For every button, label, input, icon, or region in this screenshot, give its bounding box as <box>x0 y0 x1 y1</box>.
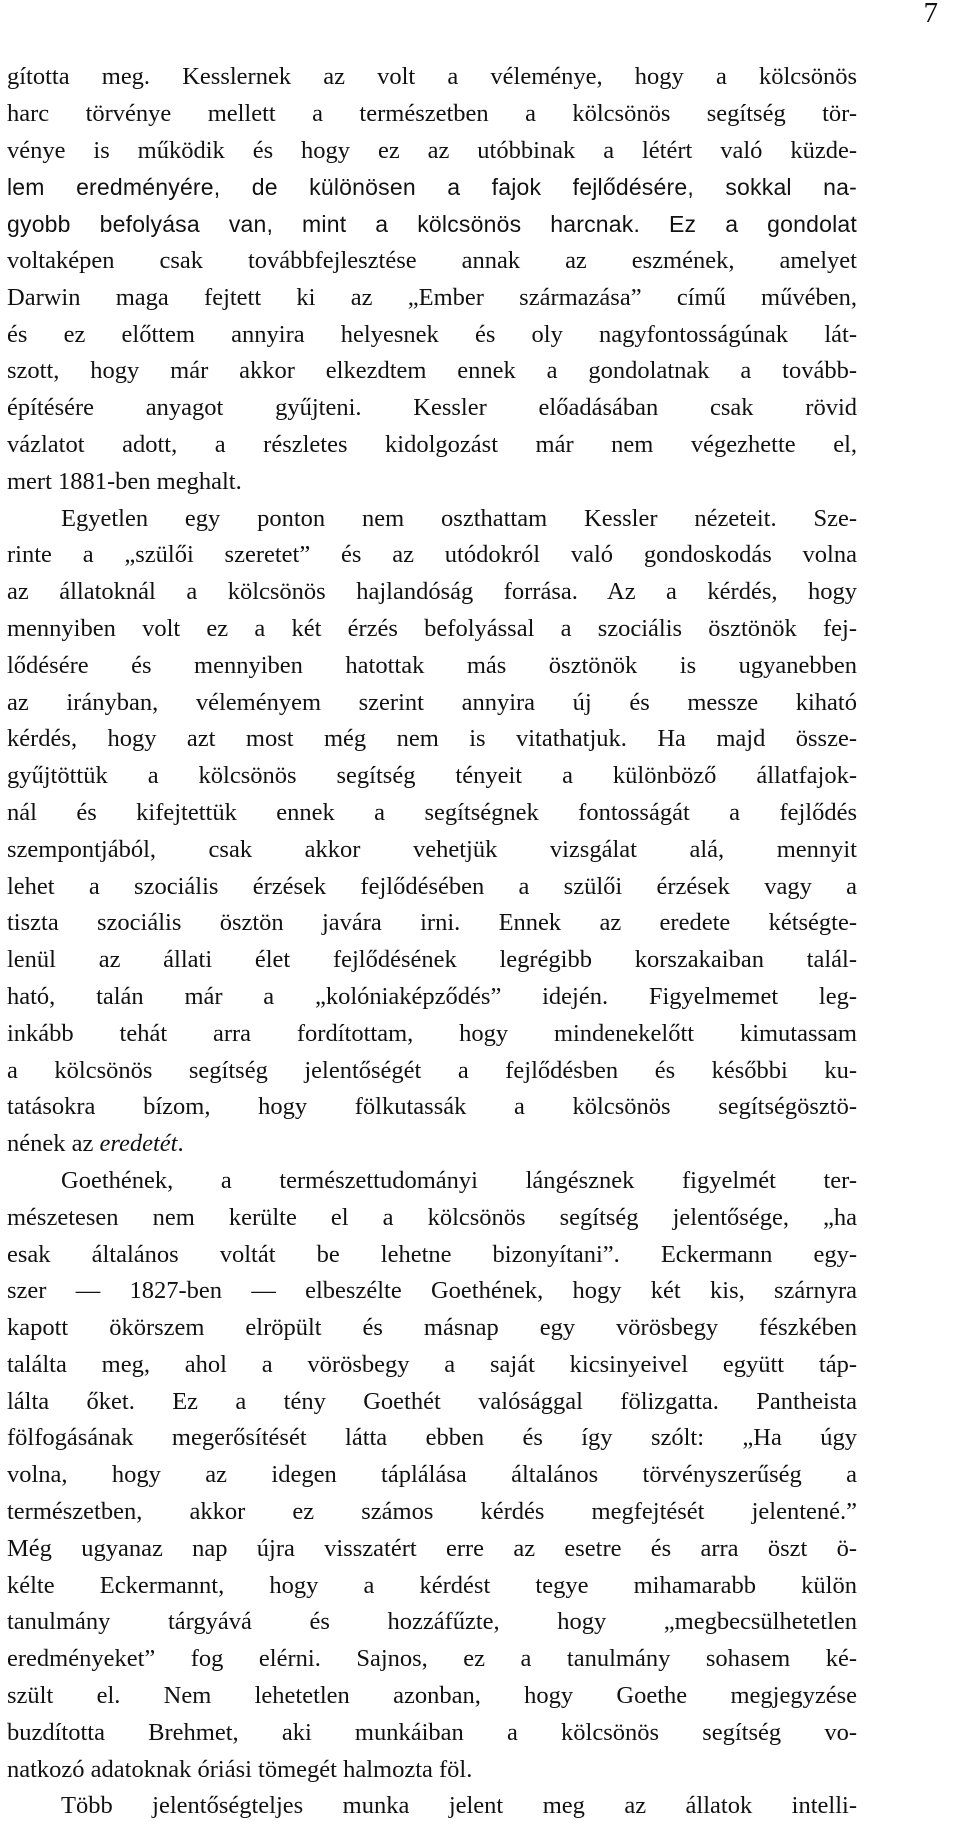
text-line: szer — 1827-ben — elbeszélte Goethének, hogy két kis, szárnyra <box>7 1277 857 1305</box>
paragraph-start-line: Egyetlen egy ponton nem oszthattam Kessler nézeteit. Sze- <box>61 504 857 532</box>
text-line: találta meg, ahol a vörösbegy a saját kicsinyeivel együtt táp- <box>7 1350 857 1378</box>
text-line: Darwin maga fejtett ki az „Ember származása” című művében, <box>7 283 857 311</box>
paragraph-start-line: Goethének, a természettudományi lángésznek figyelmét ter- <box>61 1166 857 1194</box>
text-line: lehet a szociális érzések fejlődésében a szülői érzések vagy a <box>7 872 857 900</box>
italic-word: eredetét <box>99 1130 178 1158</box>
text-line: fölfogásának megerősítését látta ebben és így szólt: „Ha úgy <box>7 1424 857 1452</box>
text-line: gyobb befolyása van, mint a kölcsönös harcnak. Ez a gondolat <box>7 211 857 238</box>
text-line: lem eredményére, de különösen a fajok fejlődésére, sokkal na- <box>7 174 857 201</box>
text-line: mészetesen nem kerülte el a kölcsönös segítség jelentősége, „ha <box>7 1203 857 1231</box>
text-line: natkozó adatoknak óriási tömegét halmozta föl. <box>7 1755 473 1783</box>
text-line: gította meg. Kesslernek az volt a véleménye, hogy a kölcsönös <box>7 63 857 90</box>
text-line: a kölcsönös segítség jelentőségét a fejlődésben és későbbi ku- <box>7 1056 857 1084</box>
text-line: buzdította Brehmet, aki munkáiban a kölcsönös segítség vo- <box>7 1718 857 1746</box>
page-number: 7 <box>923 0 938 29</box>
text-line: szült el. Nem lehetetlen azonban, hogy Goethe megjegyzése <box>7 1682 857 1710</box>
text-line: szott, hogy már akkor elkezdtem ennek a gondolatnak a tovább- <box>7 357 857 385</box>
text-line: lenül az állati élet fejlődésének legrégibb korszakaiban talál- <box>7 946 857 974</box>
text-line: lődésére és mennyiben hatottak más ösztönök is ugyanebben <box>7 651 857 679</box>
text-line: tiszta szociális ösztön javára irni. Ennek az eredete kétségte- <box>7 909 857 937</box>
text-line: kapott ökörszem elröpült és másnap egy vörösbegy fészkében <box>7 1314 857 1342</box>
text-line: nál és kifejtettük ennek a segítségnek fontosságát a fejlődés <box>7 798 857 826</box>
text-line: voltaképen csak továbbfejlesztése annak az eszmének, amelyet <box>7 246 857 274</box>
text-line: harc törvénye mellett a természetben a kölcsönös segítség tör- <box>7 99 857 127</box>
text-line: és ez előttem annyira helyesnek és oly nagyfontosságúnak lát- <box>7 320 857 348</box>
text-line: szempontjából, csak akkor vehetjük vizsgálat alá, mennyit <box>7 835 857 863</box>
text-line: az állatoknál a kölcsönös hajlandóság forrása. Az a kérdés, hogy <box>7 578 857 606</box>
text-line: lálta őket. Ez a tény Goethét valósággal fölizgatta. Pantheista <box>7 1387 857 1415</box>
text-line: Még ugyanaz nap újra visszatért erre az esetre és arra öszt ö- <box>7 1534 857 1562</box>
text-line: tatásokra bízom, hogy fölkutassák a kölcsönös segítségösztö- <box>7 1093 857 1121</box>
text-line: eredményeket” fog elérni. Sajnos, ez a tanulmány sohasem ké- <box>7 1645 857 1673</box>
text-line: mert 1881-ben meghalt. <box>7 467 242 495</box>
text-line: kérdés, hogy azt most még nem is vitathatjuk. Ha majd össze- <box>7 725 857 753</box>
text-line: ható, talán már a „kolóniaképződés” idején. Figyelmemet leg- <box>7 982 857 1010</box>
text-line: kélte Eckermannt, hogy a kérdést tegye mihamarabb külön <box>7 1571 857 1599</box>
text-line: inkább tehát arra fordítottam, hogy mindenekelőtt kimutassam <box>7 1019 857 1047</box>
paragraph-start-line: Több jelentőségteljes munka jelent meg az állatok intelli- <box>61 1792 857 1820</box>
text-line: gyűjtöttük a kölcsönös segítség tényeit a különböző állatfajok- <box>7 762 857 790</box>
text-line: tanulmány tárgyává és hozzáfűzte, hogy „megbecsülhetetlen <box>7 1608 857 1636</box>
text-line: természetben, akkor ez számos kérdés megfejtését jelentené.” <box>7 1498 857 1526</box>
text-line: vázlatot adott, a részletes kidolgozást már nem végezhette el, <box>7 430 857 458</box>
text-line: építésére anyagot gyűjteni. Kessler előadásában csak rövid <box>7 394 857 422</box>
text-line-with-italic: nének az eredetét. <box>7 1130 184 1158</box>
text-line: az irányban, véleményem szerint annyira új és messze kiható <box>7 688 857 716</box>
text-line: volna, hogy az idegen táplálása általános törvényszerűség a <box>7 1461 857 1489</box>
text-line: mennyiben volt ez a két érzés befolyással a szociális ösztönök fej- <box>7 614 857 642</box>
body-text <box>7 59 857 1825</box>
text-line: vénye is működik és hogy ez az utóbbinak a létért való küzde- <box>7 136 857 164</box>
text-line: esak általános voltát be lehetne bizonyítani”. Eckermann egy- <box>7 1240 857 1268</box>
text-line: rinte a „szülői szeretet” és az utódokról való gondoskodás volna <box>7 541 857 569</box>
